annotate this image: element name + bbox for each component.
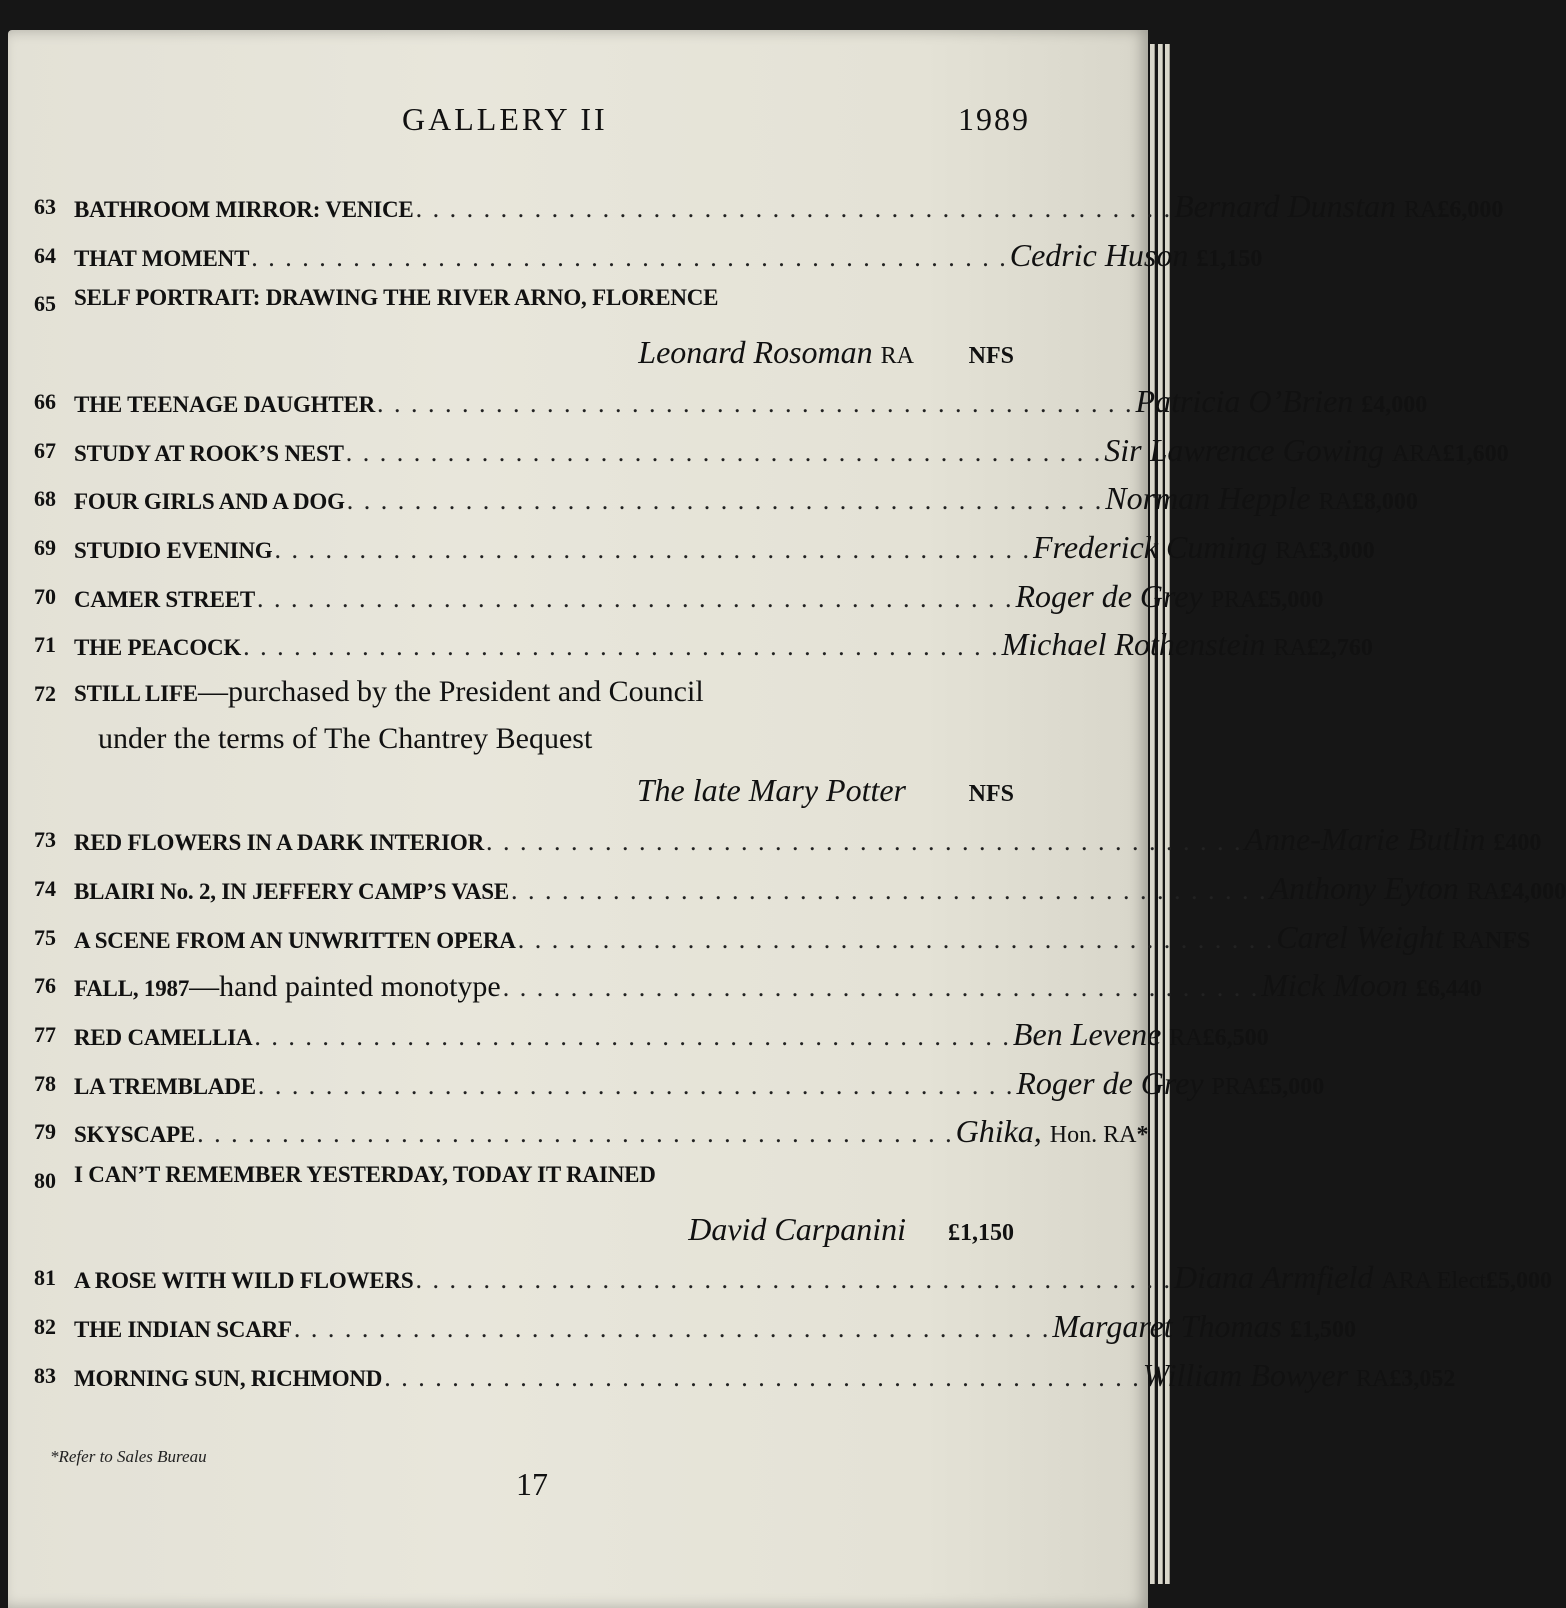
catalogue-entry-line: [34, 472, 1418, 517]
dot-leader: . . . . . . . . . . . . . . . . . . . . . . . . . . . . . . . . . . . . . . . . . . . . .: [486, 827, 1243, 857]
catalogue-entry-line: [34, 813, 1542, 858]
entry-number: 83: [34, 1362, 56, 1388]
catalogue-entry-line: [34, 521, 1375, 565]
artist-name: Carel Weight: [1276, 918, 1444, 955]
dot-leader: . . . . . . . . . . . . . . . . . . . . . . . . . . . . . . . . . . . . . . . . . . . . .: [511, 875, 1268, 905]
artist-name: Norman Hepple: [1105, 480, 1311, 517]
catalogue-entry-line: [34, 277, 1014, 321]
artist-name: Leonard Rosoman: [638, 334, 873, 371]
price: £1,600: [1442, 440, 1509, 467]
gallery-heading: GALLERY II: [402, 101, 608, 137]
price: £4,000: [1500, 878, 1566, 905]
price: £1,500: [1290, 1317, 1357, 1344]
artist-suffix: RA: [1356, 1365, 1390, 1392]
entry-main-line: [74, 1064, 1325, 1102]
artwork-title: THAT MOMENT: [74, 245, 250, 271]
catalogue-entry-line: [34, 1251, 1553, 1296]
price: *: [1136, 1122, 1149, 1149]
artist-name: Sir Lawrence Gowing: [1104, 431, 1384, 468]
dot-leader: . . . . . . . . . . . . . . . . . . . . . . . . . . . . . . . . . . . . . . . . . . . . .: [243, 632, 1000, 662]
artist-name: Ghika,: [955, 1113, 1042, 1150]
artist-name: Roger de Grey: [1016, 1064, 1204, 1101]
artwork-title: FOUR GIRLS AND A DOG: [74, 489, 345, 515]
price: NFS: [968, 343, 1014, 370]
footnote: *Refer to Sales Bureau: [50, 1447, 207, 1466]
entry-number: 69: [34, 534, 56, 560]
catalogue-entry-line: [34, 911, 1531, 955]
dot-leader: . . . . . . . . . . . . . . . . . . . . . . . . . . . . . . . . . . . . . . . . . . . . .: [345, 437, 1103, 467]
artist-suffix: RA: [1273, 635, 1307, 662]
entry-main-line: [74, 1113, 1149, 1150]
entry-number: 79: [34, 1119, 56, 1145]
catalogue-entry-line: [34, 716, 1014, 760]
catalogue-entry-line: [34, 862, 1566, 906]
artwork-title: STUDIO EVENING: [74, 537, 273, 563]
catalogue-entry-line: [34, 667, 1014, 711]
entry-main-line: [74, 675, 1014, 709]
price: £8,000: [1351, 489, 1418, 516]
artist-suffix: RA: [1466, 878, 1501, 905]
artwork-title: BATHROOM MIRROR: VENICE: [74, 197, 414, 222]
price: £6,500: [1202, 1024, 1269, 1051]
artwork-title: MORNING SUN, RICHMOND: [74, 1365, 383, 1391]
catalogue-entry-line: [34, 1203, 1014, 1247]
artist-name: Roger de Grey: [1015, 577, 1203, 614]
entry-main-line: [74, 431, 1509, 469]
page-edge: [1158, 44, 1163, 1584]
artwork-title: LA TREMBLADE: [74, 1073, 256, 1099]
artwork-title: STILL LIFE: [74, 681, 198, 706]
price: £6,440: [1415, 976, 1482, 1003]
dot-leader: . . . . . . . . . . . . . . . . . . . . . . . . . . . . . . . . . . . . . . . . . . . . .: [257, 1070, 1015, 1100]
entry-number: 70: [34, 583, 56, 609]
price: £5,000: [1486, 1268, 1553, 1295]
entry-number: 78: [34, 1070, 56, 1096]
price: £400: [1493, 830, 1542, 857]
dot-leader: . . . . . . . . . . . . . . . . . . . . . . . . . . . . . . . . . . . . . . . . . . . . .: [274, 534, 1031, 564]
artwork-note: under the terms of The Chantrey Bequest: [98, 721, 593, 755]
entry-main-line: [74, 382, 1428, 420]
entry-main-line: [74, 626, 1373, 663]
entry-main-line: [74, 1308, 1357, 1345]
entry-number: 65: [34, 291, 56, 317]
catalogue-entry-line: [34, 180, 1504, 224]
entry-main-line: [74, 1356, 1456, 1394]
artist-suffix: Hon. RA: [1049, 1122, 1137, 1149]
artist-name: Bernard Dunstan: [1174, 188, 1396, 224]
artwork-title: SELF PORTRAIT: DRAWING THE RIVER ARNO, FLORENCE: [74, 285, 719, 311]
price: £3,052: [1389, 1365, 1456, 1392]
page-edge: [1165, 44, 1170, 1584]
artwork-title: BLAIRI No. 2, IN JEFFERY CAMP’S VASE: [74, 878, 510, 904]
page-edge: [1150, 44, 1155, 1584]
catalogue-entry-line: [34, 1057, 1325, 1101]
entry-main-line: [74, 236, 1263, 274]
catalogue-entry-line: [34, 1154, 1014, 1198]
dot-leader: . . . . . . . . . . . . . . . . . . . . . . . . . . . . . . . . . . . . . . . . . . . . .: [517, 924, 1275, 954]
entry-number: 73: [34, 827, 56, 853]
artist-suffix: ARA Elect: [1381, 1268, 1487, 1295]
artwork-title: I CAN’T REMEMBER YESTERDAY, TODAY IT RAINED: [74, 1162, 656, 1187]
entry-number: 67: [34, 437, 56, 463]
entry-main-line: [74, 1015, 1269, 1053]
entry-main-line: [74, 577, 1324, 615]
artist-name: Patricia O’Brien: [1135, 382, 1354, 419]
entry-main-line: [74, 285, 1014, 311]
entry-main-line: [74, 918, 1531, 956]
entry-main-line: [74, 480, 1418, 517]
artwork-title: RED CAMELLIA: [74, 1024, 253, 1050]
artist-name: Margaret Thomas: [1052, 1308, 1283, 1345]
artist-name: Cedric Huson: [1009, 236, 1189, 273]
entry-main-line: [74, 967, 1482, 1004]
dot-leader: . . . . . . . . . . . . . . . . . . . . . . . . . . . . . . . . . . . . . . . . . . . . .: [415, 194, 1173, 223]
catalogue-entry-line: [34, 1349, 1456, 1393]
artist-name: Frederick Cuming: [1033, 528, 1268, 565]
artwork-title: A ROSE WITH WILD FLOWERS: [74, 1268, 414, 1294]
artwork-title: SKYSCAPE: [74, 1122, 196, 1148]
entry-number: 81: [34, 1265, 56, 1291]
artist-name: Ben Levene: [1012, 1015, 1162, 1052]
artist-name: William Bowyer: [1142, 1356, 1349, 1393]
dot-leader: . . . . . . . . . . . . . . . . . . . . . . . . . . . . . . . . . . . . . . . . . . . . .: [251, 242, 1008, 272]
catalogue-entry-line: [34, 229, 1263, 273]
year-heading: 1989: [958, 101, 1030, 137]
artist-suffix: RA: [1403, 197, 1438, 223]
artwork-title: CAMER STREET: [74, 586, 255, 612]
entry-number: 75: [34, 924, 56, 950]
artwork-title: RED FLOWERS IN A DARK INTERIOR: [74, 830, 484, 856]
dot-leader: . . . . . . . . . . . . . . . . . . . . . . . . . . . . . . . . . . . . . . . . . . . . .: [346, 486, 1104, 516]
artwork-title: THE TEENAGE DAUGHTER: [74, 391, 376, 417]
dot-leader: . . . . . . . . . . . . . . . . . . . . . . . . . . . . . . . . . . . . . . . . . . . . .: [415, 1265, 1172, 1295]
price: £5,000: [1258, 1073, 1325, 1100]
artist-name: Michael Rothenstein: [1001, 626, 1266, 663]
artwork-title: STUDY AT ROOK’S NEST: [74, 440, 344, 466]
artwork-note: —purchased by the President and Council: [197, 675, 704, 708]
artwork-title: FALL, 1987: [74, 976, 190, 1002]
artist-name: The late Mary Potter: [636, 772, 906, 809]
dot-leader: . . . . . . . . . . . . . . . . . . . . . . . . . . . . . . . . . . . . . . . . . . . . .: [257, 583, 1014, 613]
artist-suffix: RA: [880, 343, 914, 370]
catalogue-entry-line: [34, 959, 1482, 1004]
entry-main-line: [74, 528, 1375, 566]
artwork-title: A SCENE FROM AN UNWRITTEN OPERA: [74, 927, 516, 953]
price: £4,000: [1361, 391, 1428, 418]
entry-artist-line: [74, 1211, 1014, 1248]
entry-artist-line: [74, 772, 1014, 809]
catalogue-entry-line: [34, 1008, 1269, 1052]
artwork-note: —hand painted monotype: [189, 970, 501, 1004]
entry-number: 66: [34, 388, 56, 414]
artwork-title: THE INDIAN SCARF: [74, 1317, 292, 1343]
dot-leader: . . . . . . . . . . . . . . . . . . . . . . . . . . . . . . . . . . . . . . . . . . . . .: [197, 1119, 954, 1149]
price: £5,000: [1257, 586, 1324, 613]
dot-leader: . . . . . . . . . . . . . . . . . . . . . . . . . . . . . . . . . . . . . . . . . . . . .: [377, 388, 1134, 418]
entry-main-line: [74, 1259, 1553, 1296]
artist-suffix: RA: [1318, 489, 1352, 516]
entry-number: 64: [34, 242, 56, 268]
price: £1,150: [1196, 245, 1263, 272]
dot-leader: . . . . . . . . . . . . . . . . . . . . . . . . . . . . . . . . . . . . . . . . . . . . .: [254, 1021, 1011, 1051]
catalogue-entry-line: [34, 375, 1428, 419]
price: £1,150: [948, 1219, 1014, 1246]
artist-name: Diana Armfield: [1173, 1259, 1374, 1296]
entry-main-line: [74, 1162, 1014, 1188]
entry-number: 77: [34, 1021, 56, 1047]
catalogue-entry-line: [34, 1300, 1357, 1345]
catalogue-entry-line: [34, 764, 1014, 808]
entry-number: 76: [34, 973, 56, 999]
dot-leader: . . . . . . . . . . . . . . . . . . . . . . . . . . . . . . . . . . . . . . . . . . . . .: [502, 973, 1260, 1003]
artist-name: Mick Moon: [1261, 967, 1408, 1004]
dot-leader: . . . . . . . . . . . . . . . . . . . . . . . . . . . . . . . . . . . . . . . . . . . . .: [384, 1362, 1141, 1392]
artist-name: Anthony Eyton: [1269, 869, 1459, 906]
artist-name: Anne-Marie Butlin: [1244, 821, 1486, 858]
price: £6,000: [1437, 197, 1504, 223]
entry-number: 82: [34, 1314, 56, 1340]
price: £2,760: [1306, 635, 1373, 662]
entry-main-line: [74, 821, 1542, 858]
artwork-title: THE PEACOCK: [74, 635, 242, 661]
price: NFS: [1484, 927, 1531, 954]
entry-main-line: [74, 869, 1566, 907]
catalogue-entry-line: [34, 1105, 1149, 1150]
catalogue-entry-line: [34, 424, 1509, 468]
entry-number: 72: [34, 681, 56, 706]
artist-name: David Carpanini: [688, 1210, 906, 1247]
artist-suffix: RA: [1169, 1024, 1203, 1051]
price: NFS: [968, 781, 1014, 808]
dot-leader: . . . . . . . . . . . . . . . . . . . . . . . . . . . . . . . . . . . . . . . . . . . . .: [293, 1314, 1051, 1344]
entry-number: 63: [34, 194, 56, 219]
entry-number: 80: [34, 1168, 56, 1193]
price: £3,000: [1308, 537, 1375, 564]
artist-suffix: PRA: [1211, 1073, 1259, 1100]
artist-suffix: PRA: [1210, 586, 1258, 613]
entry-number: 71: [34, 632, 56, 658]
entry-main-line: [74, 188, 1504, 225]
entry-number: 68: [34, 486, 56, 512]
artist-suffix: RA: [1451, 927, 1485, 954]
catalogue-entry-line: [34, 326, 1014, 370]
catalogue-entry-line: [34, 570, 1324, 614]
entry-artist-line: [74, 334, 1014, 371]
entry-number: 74: [34, 875, 56, 901]
catalogue-entry-line: [34, 618, 1373, 663]
artist-suffix: RA: [1275, 537, 1309, 564]
artist-suffix: ARA: [1391, 440, 1443, 467]
page-number: 17: [516, 1466, 548, 1502]
